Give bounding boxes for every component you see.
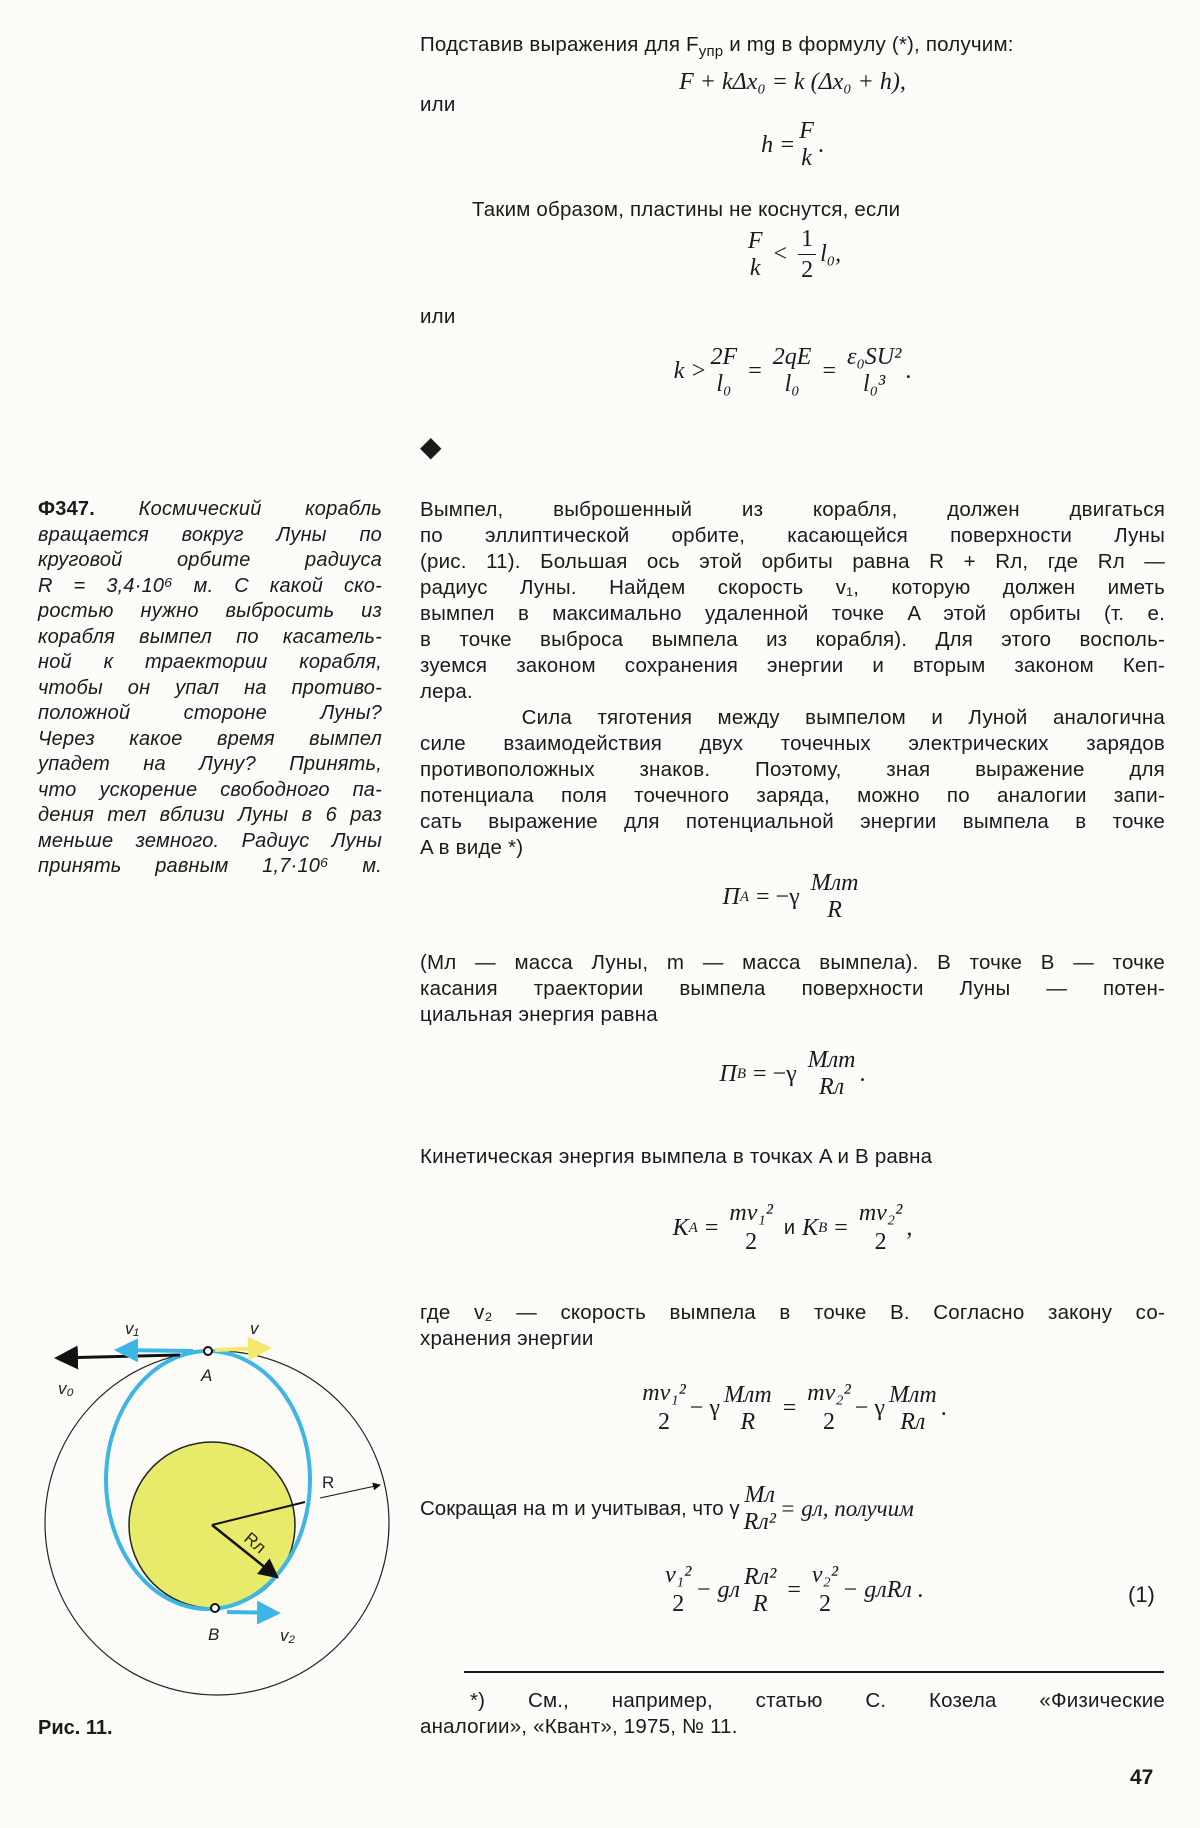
label-v: v	[250, 1319, 259, 1338]
subscript: A	[739, 888, 750, 905]
operator: = −γ	[756, 883, 800, 910]
label-v0: v₀	[58, 1379, 74, 1398]
formula: K	[802, 1215, 819, 1241]
fraction: v₂² 2	[811, 1562, 839, 1617]
text: Через какое время вымпел	[38, 727, 382, 750]
text: хранения энергии	[420, 1327, 594, 1350]
punct: ,	[906, 1215, 913, 1241]
text-or-1	[420, 92, 1165, 118]
text: аналогии», «Квант», 1975, № 11.	[420, 1715, 738, 1738]
intro-line	[420, 32, 1165, 61]
label-r: R	[322, 1473, 335, 1492]
formula: l₀,	[820, 241, 842, 267]
text: где v₂ — скорость вымпела в точке B. Согласно закону со-	[420, 1301, 1165, 1324]
text: вращается вокруг Луны по	[38, 523, 382, 546]
text: Таким образом, пластины не коснутся, если	[472, 198, 901, 221]
point-b	[211, 1604, 219, 1612]
fraction: Mлm R	[723, 1381, 772, 1435]
fraction: Mл Rл²	[743, 1482, 776, 1535]
text: Космический корабль	[138, 498, 382, 520]
text: Сокращая на m и учитывая, что γ	[420, 1497, 740, 1520]
equation-energy	[420, 1380, 1165, 1437]
mass-definition	[420, 950, 1165, 1028]
text: и mg в формулу (*), получим:	[723, 33, 1014, 56]
text: = gл, получим	[779, 1496, 914, 1521]
kinetic-text	[420, 1144, 1165, 1170]
v-arrow	[215, 1348, 268, 1350]
fraction: 2F l₀	[710, 344, 738, 397]
label-v2: v₂	[280, 1626, 295, 1645]
fraction: Mлm R	[810, 870, 859, 923]
formula-lhs: k >	[673, 357, 707, 384]
formula: Π	[719, 1060, 737, 1087]
subscript: упр	[698, 43, 724, 61]
fraction: mv₁² 2	[729, 1200, 773, 1255]
footnote-divider	[464, 1671, 1164, 1673]
point-a	[204, 1347, 212, 1355]
text-thus	[420, 197, 1165, 223]
label-v1: v₁	[125, 1319, 139, 1338]
text: круговой орбите радиуса	[38, 549, 382, 571]
label-rl: Rл	[240, 1528, 270, 1558]
text: потенциала поля точечного заряда, можно по аналогии запи-	[420, 784, 1165, 807]
fraction: mv₂² 2	[807, 1380, 851, 1435]
equation-potential-a	[420, 870, 1165, 924]
text: зуемся законом сохранения энергии и вторым законом Кеп-	[420, 654, 1165, 677]
text: (рис. 11). Большая ось этой орбиты равна R + Rл, где Rл —	[420, 550, 1165, 573]
fraction: F k	[747, 227, 763, 281]
solution-paragraph	[420, 497, 1165, 861]
formula: Π	[722, 883, 740, 910]
problem-statement	[38, 497, 382, 880]
subscript: A	[688, 1220, 698, 1236]
v1-arrow	[118, 1350, 193, 1351]
fraction: $\frac{1}{2}$	[798, 224, 816, 285]
text: противоположных знаков. Поэтому, зная выражение для	[420, 758, 1165, 781]
text: Вымпел, выброшенный из корабля, должен двигаться	[420, 498, 1165, 521]
text: радиус Луны. Найдем скорость v₁, которую должен иметь	[420, 576, 1165, 599]
fraction: Rл² R	[744, 1563, 777, 1617]
formula-lhs: h =	[761, 131, 796, 158]
fraction: ε₀SU² l₀³	[846, 344, 902, 397]
text: по эллиптической орбите, касающейся поверхности Луны	[420, 524, 1165, 547]
equation-h	[420, 118, 1165, 172]
figure-caption: Рис. 11.	[38, 1717, 113, 1739]
formula: K	[672, 1215, 689, 1241]
text: что ускорение свободного па-	[38, 778, 382, 801]
equation-k: k > 2F l₀ = 2qE l₀ = ε₀SU² l₀³ .	[673, 344, 912, 397]
punct: .	[905, 357, 912, 384]
text: меньше земного. Радиус Луны	[38, 829, 382, 852]
text: чтобы он упал на противо-	[38, 676, 382, 699]
operator: − gлRл .	[842, 1577, 924, 1603]
punct: .	[940, 1395, 947, 1421]
text: (Mл — масса Луны, m — масса вымпела). В точке B — точке	[420, 951, 1165, 974]
operator: − γ	[854, 1395, 885, 1421]
where-text	[420, 1300, 1165, 1352]
footnote	[420, 1688, 1165, 1740]
orbit-figure	[0, 1300, 420, 1720]
text: упадет на Луну? Принять,	[38, 753, 382, 775]
text: Подставив выражения для F	[420, 33, 699, 56]
operator: <	[773, 241, 788, 267]
text: R = 3,4·10⁶ м. С какой ско-	[38, 574, 382, 597]
fraction: mv₁² 2	[642, 1380, 686, 1435]
equation-1	[420, 1562, 1165, 1619]
text: ростью нужно выбросить из	[38, 600, 382, 622]
text-or-2	[420, 304, 1165, 330]
punct: .	[817, 131, 824, 158]
v2-arrow	[227, 1612, 277, 1613]
text: и	[783, 1217, 796, 1239]
text: Сила тяготения между вымпелом и Луной аналогична	[420, 706, 1165, 729]
text: ной к траектории корабля,	[38, 651, 382, 673]
operator: =	[787, 1577, 801, 1603]
problem-number: Ф347.	[38, 498, 95, 520]
page-number: 47	[1130, 1766, 1154, 1789]
subscript: B	[736, 1065, 747, 1082]
equation-kinetic: K A = mv₁² 2 и K B = mv₂² 2 ,	[672, 1200, 913, 1255]
text: или	[420, 305, 456, 328]
reduce-text	[420, 1477, 914, 1541]
text: Кинетическая энергия вымпела в точках A и B равна	[420, 1145, 933, 1168]
operator: = −γ	[753, 1060, 797, 1087]
text: в точке выброса вымпела из корабля). Для этого восполь-	[420, 628, 1165, 651]
text: дения тел вблизи Луны в 6 раз	[38, 804, 382, 826]
fraction: Mлm Rл	[888, 1381, 937, 1435]
text: силе взаимодействия двух точечных электрических зарядов	[420, 732, 1165, 755]
fraction: mv₂² 2	[858, 1200, 903, 1255]
fraction: Mлm Rл	[807, 1047, 856, 1100]
operator: − gл	[695, 1577, 740, 1603]
label-a: A	[201, 1366, 213, 1385]
text: лера.	[420, 680, 473, 703]
formula: F + kΔx₀ = k (Δx₀ + h),	[679, 68, 906, 95]
text: *) См., например, статью С. Козела «Физические	[470, 1689, 1165, 1712]
text: вымпел в максимально удаленной точке A этой орбиты (т. е.	[420, 602, 1165, 625]
text: циальная энергия равна	[420, 1003, 658, 1026]
diamond-separator: ◆	[420, 431, 442, 462]
text: корабля вымпел по касатель-	[38, 625, 382, 648]
fraction: F k	[799, 118, 814, 171]
operator: =	[782, 1395, 797, 1421]
text: A в виде *)	[420, 836, 524, 859]
text: сать выражение для потенциальной энергии вымпела в точке	[420, 810, 1165, 833]
operator: =	[704, 1215, 719, 1241]
text: положной стороне Луны?	[38, 702, 382, 724]
equation-inequality	[420, 224, 1165, 285]
punct: .	[859, 1060, 866, 1087]
fraction: v₁² 2	[665, 1562, 692, 1617]
text: принять равным 1,7·10⁶ м.	[38, 855, 382, 877]
text: или	[420, 93, 456, 116]
text: касания траектории вымпела поверхности Луны — потен-	[420, 977, 1165, 1000]
label-b: B	[208, 1625, 220, 1644]
equation-potential-b	[420, 1047, 1165, 1101]
v0-arrow	[57, 1355, 180, 1358]
subscript: B	[818, 1220, 828, 1236]
equation-number: (1)	[1128, 1582, 1155, 1607]
operator: − γ	[689, 1395, 720, 1421]
fraction: 2qE l₀	[772, 344, 812, 397]
